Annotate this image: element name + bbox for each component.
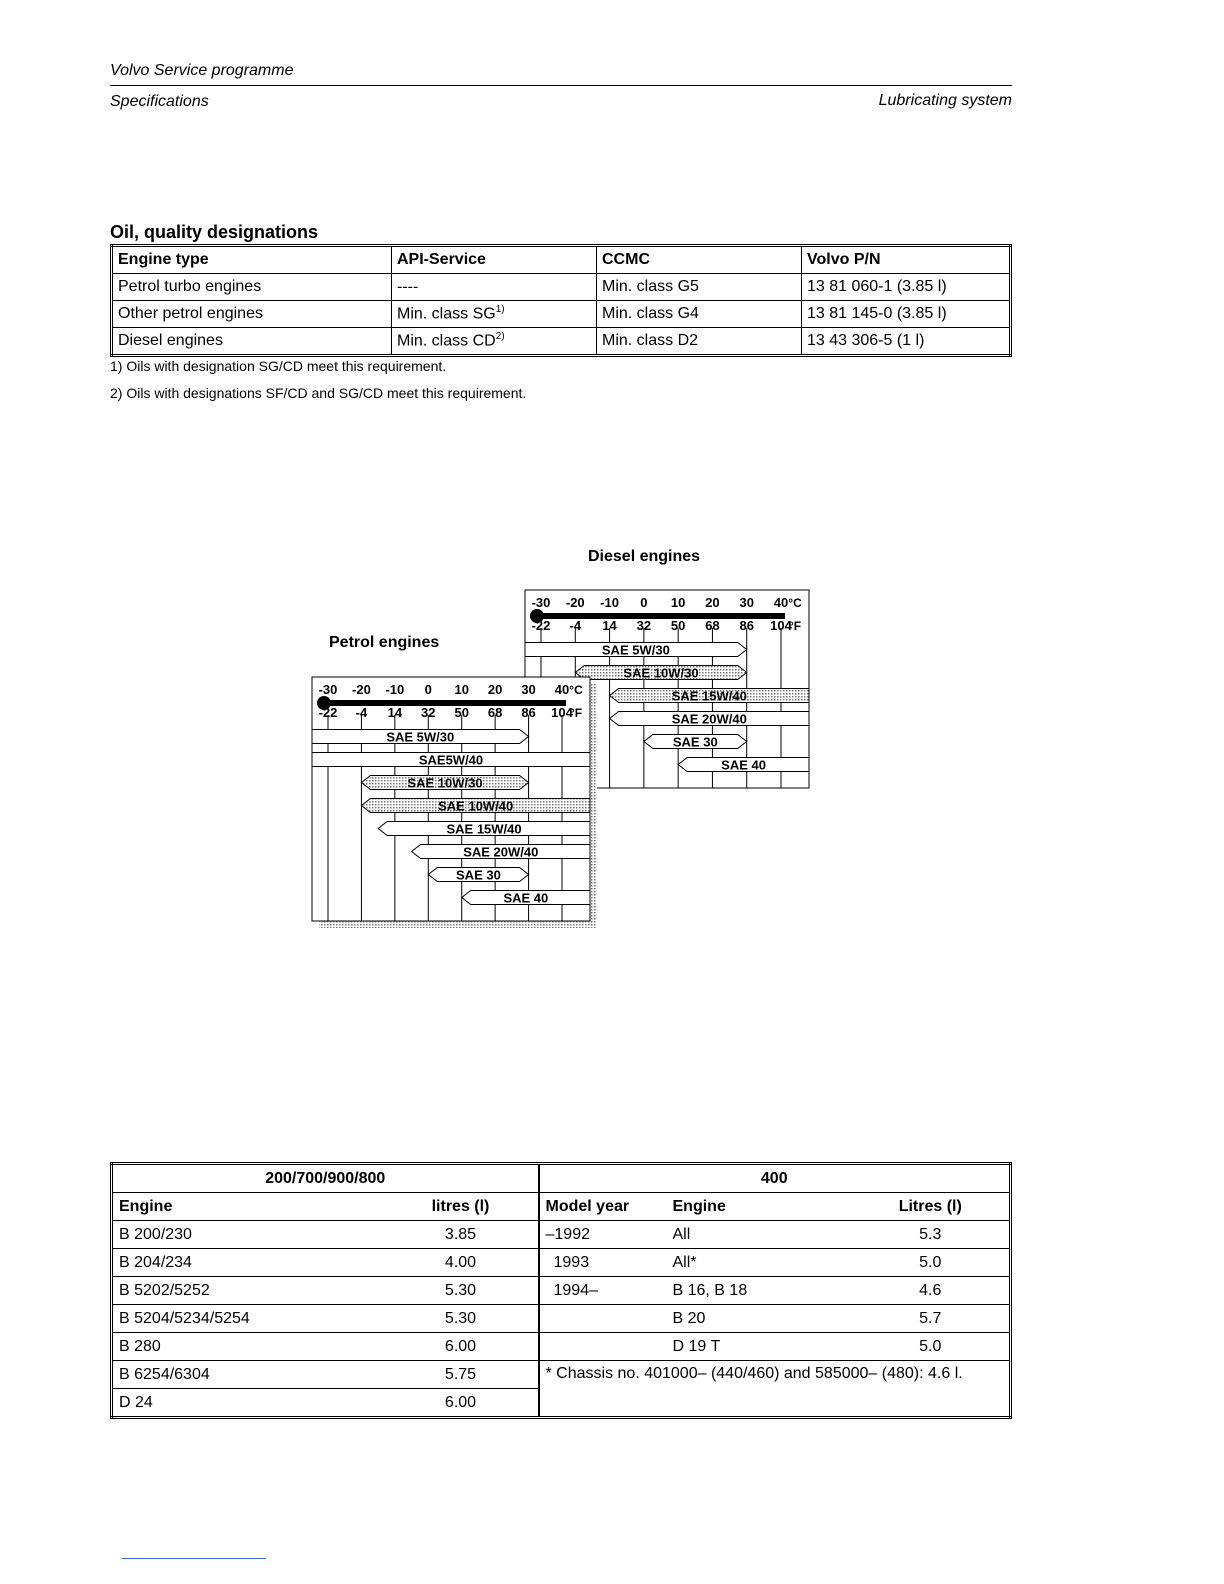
celsius-tick-label: 0 — [640, 595, 648, 610]
section-title: Specifications — [110, 93, 209, 110]
model-year-cell — [539, 1333, 667, 1361]
table-row — [112, 1361, 1011, 1389]
engine-cell: B 280 — [112, 1333, 384, 1361]
column-header: Model year — [539, 1193, 667, 1221]
fahrenheit-tick-label: 14 — [387, 705, 403, 720]
oil-quality-table — [110, 244, 1012, 357]
celsius-tick-label: 20 — [487, 682, 503, 697]
diesel-chart-title: Diesel engines — [588, 548, 701, 565]
fahrenheit-tick-label: 32 — [421, 705, 436, 720]
celsius-unit-label: °C — [569, 683, 583, 697]
celsius-tick-label: 0 — [424, 682, 432, 697]
table-row — [112, 1221, 1011, 1249]
petrol-chart-panel — [312, 677, 597, 928]
engine-cell: B 5204/5234/5254 — [112, 1305, 384, 1333]
fahrenheit-tick-label: 50 — [670, 618, 686, 633]
fahrenheit-tick-label: 104 — [551, 705, 573, 720]
ccmc-cell: Min. class G5 — [597, 274, 802, 301]
celsius-tick-label: 40 — [773, 595, 789, 610]
footnote-1: 1) Oils with designation SG/CD meet this requirement. — [110, 358, 447, 374]
celsius-tick-label: -20 — [352, 682, 371, 697]
grade-label: SAE 15W/40 — [671, 688, 747, 704]
celsius-tick-label: 10 — [454, 682, 469, 697]
ccmc-cell: Min. class G4 — [597, 301, 802, 328]
litres-cell: 5.75 — [384, 1361, 539, 1389]
model-year-cell: –1992 — [539, 1221, 667, 1249]
api-cell: ---- — [392, 274, 597, 301]
fahrenheit-tick-label: 14 — [602, 618, 617, 633]
oil-quality-title: Oil, quality designations — [110, 222, 319, 242]
fahrenheit-tick-label: -4 — [355, 705, 368, 720]
header-rule — [110, 85, 1012, 86]
litres-cell: 5.3 — [852, 1221, 1011, 1249]
grade-label: SAE 15W/40 — [446, 821, 522, 837]
column-header: API-Service — [392, 246, 597, 274]
grade-label: SAE 30 — [456, 867, 501, 883]
table-row — [112, 1249, 1011, 1277]
celsius-tick-label: 20 — [705, 595, 720, 610]
grade-label: SAE 5W/30 — [386, 729, 455, 745]
engine-cell: B 16, B 18 — [667, 1277, 852, 1305]
celsius-tick-label: -10 — [385, 682, 405, 697]
grade-label: SAE 30 — [672, 734, 718, 750]
subject-title: Lubricating system — [878, 92, 1012, 109]
engine-cell: B 200/230 — [112, 1221, 384, 1249]
litres-cell: 3.85 — [384, 1221, 539, 1249]
bottom-rule — [122, 1558, 266, 1559]
litres-cell: 6.00 — [384, 1389, 539, 1418]
engine-cell: B 5202/5252 — [112, 1277, 384, 1305]
litres-cell: 5.30 — [384, 1305, 539, 1333]
table-row — [112, 274, 1011, 301]
celsius-tick-label: -30 — [531, 595, 551, 610]
grade-label: SAE 10W/30 — [407, 775, 483, 791]
api-cell: Min. class SG$^{1)}$ — [392, 301, 597, 328]
celsius-tick-label: 10 — [670, 595, 686, 610]
engine-cell: D 24 — [112, 1389, 384, 1418]
table-header-row — [112, 246, 1011, 274]
litres-cell: 6.00 — [384, 1333, 539, 1361]
table-heading-row — [112, 1164, 1011, 1193]
engine-cell: B 204/234 — [112, 1249, 384, 1277]
engine-type-cell: Diesel engines — [112, 328, 392, 356]
engine-cell: D 19 T — [667, 1333, 852, 1361]
fahrenheit-tick-label: 86 — [739, 618, 754, 633]
fahrenheit-tick-label: 86 — [521, 705, 536, 720]
part-number-cell: 13 81 145-0 (3.85 l) — [802, 301, 1011, 328]
right-heading: 400 — [539, 1164, 1011, 1193]
column-header: Litres (l) — [852, 1193, 1011, 1221]
table-row — [112, 1305, 1011, 1333]
celsius-tick-label: 40 — [554, 682, 570, 697]
fahrenheit-tick-label: -22 — [318, 705, 338, 720]
viscosity-chart — [300, 540, 820, 935]
grade-label: SAE 10W/30 — [623, 665, 699, 681]
grade-label: SAE 20W/40 — [463, 844, 539, 860]
fahrenheit-tick-label: 32 — [636, 618, 652, 633]
grade-label: SAE 5W/30 — [601, 642, 670, 658]
engine-cell: B 20 — [667, 1305, 852, 1333]
column-header: Engine type — [112, 246, 392, 274]
api-cell: Min. class CD$^{2)}$ — [392, 328, 597, 356]
column-header: Volvo P/N — [802, 246, 1011, 274]
celsius-tick-label: -30 — [318, 682, 338, 697]
capacity-table — [110, 1162, 1012, 1419]
table-row — [112, 301, 1011, 328]
column-header: litres (l) — [384, 1193, 539, 1221]
column-header: Engine — [112, 1193, 384, 1221]
table-row — [112, 1333, 1011, 1361]
fahrenheit-tick-label: 68 — [705, 618, 720, 633]
litres-cell: 5.7 — [852, 1305, 1011, 1333]
celsius-unit-label: °C — [788, 596, 802, 610]
grade-label: SAE 20W/40 — [671, 711, 747, 727]
engine-cell: All* — [667, 1249, 852, 1277]
engine-cell: All — [667, 1221, 852, 1249]
celsius-tick-label: 30 — [521, 682, 536, 697]
model-year-cell: 1994– — [539, 1277, 667, 1305]
engine-type-cell: Petrol turbo engines — [112, 274, 392, 301]
grade-label: SAE5W/40 — [418, 752, 484, 768]
ccmc-cell: Min. class D2 — [597, 328, 802, 356]
fahrenheit-tick-label: 50 — [454, 705, 469, 720]
fahrenheit-tick-label: -22 — [531, 618, 551, 633]
fahrenheit-tick-label: 68 — [487, 705, 503, 720]
model-year-cell: 1993 — [539, 1249, 667, 1277]
column-header: Engine — [667, 1193, 852, 1221]
fahrenheit-unit-label: °F — [569, 706, 583, 720]
part-number-cell: 13 81 060-1 (3.85 l) — [802, 274, 1011, 301]
left-heading: 200/700/900/800 — [112, 1164, 539, 1193]
programme-title: Volvo Service programme — [110, 62, 294, 79]
celsius-tick-label: 30 — [739, 595, 754, 610]
celsius-tick-label: -20 — [565, 595, 585, 610]
part-number-cell: 13 43 306-5 (1 l) — [802, 328, 1011, 356]
litres-cell: 4.00 — [384, 1249, 539, 1277]
litres-cell: 5.0 — [852, 1333, 1011, 1361]
model-year-cell — [539, 1305, 667, 1333]
petrol-chart-title: Petrol engines — [329, 634, 440, 651]
celsius-tick-label: -10 — [600, 595, 619, 610]
table-row — [112, 328, 1011, 356]
fahrenheit-unit-label: °F — [788, 619, 802, 633]
table-row — [112, 1277, 1011, 1305]
engine-cell: B 6254/6304 — [112, 1361, 384, 1389]
capacity-footnote: * Chassis no. 401000– (440/460) and 585000– (480): 4.6 l. — [539, 1361, 1011, 1418]
grade-label: SAE 40 — [503, 890, 549, 906]
grade-label: SAE 40 — [721, 757, 766, 773]
table-header-row — [112, 1193, 1011, 1221]
column-header: CCMC — [597, 246, 802, 274]
litres-cell: 5.30 — [384, 1277, 539, 1305]
engine-type-cell: Other petrol engines — [112, 301, 392, 328]
fahrenheit-tick-label: -4 — [569, 618, 582, 633]
litres-cell: 4.6 — [852, 1277, 1011, 1305]
fahrenheit-tick-label: 104 — [770, 618, 792, 633]
litres-cell: 5.0 — [852, 1249, 1011, 1277]
grade-label: SAE 10W/40 — [438, 798, 514, 814]
footnote-2: 2) Oils with designations SF/CD and SG/CD meet this requirement. — [110, 385, 527, 401]
